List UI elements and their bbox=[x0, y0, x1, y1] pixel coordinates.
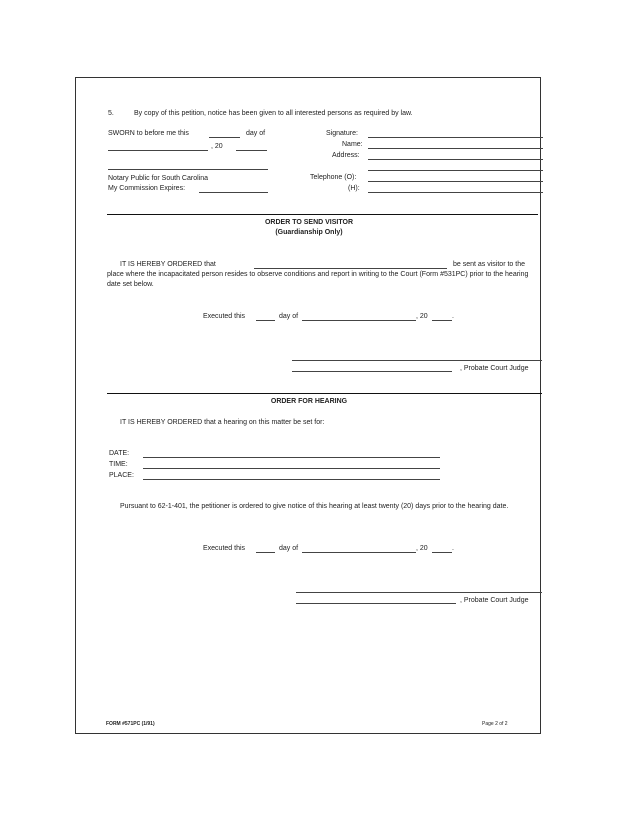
hearing-divider bbox=[107, 393, 542, 394]
visitor-period: . bbox=[452, 313, 454, 320]
sworn-year-line[interactable] bbox=[236, 150, 267, 151]
signature-label: Signature: bbox=[326, 130, 358, 137]
telephone-h-label: (H): bbox=[348, 185, 360, 192]
hearing-judge-signature-line[interactable] bbox=[296, 603, 456, 604]
telephone-o-label: Telephone (O): bbox=[310, 174, 357, 181]
page-number: Page 2 of 2 bbox=[482, 721, 508, 727]
sworn-prefix: SWORN to before me this bbox=[108, 130, 189, 137]
visitor-executed-this: Executed this bbox=[203, 313, 246, 320]
item-5-text: By copy of this petition, notice has been given to all interested persons as required by law. bbox=[134, 110, 413, 117]
hearing-date-line[interactable] bbox=[143, 457, 440, 458]
visitor-executed-day-line[interactable] bbox=[256, 320, 275, 321]
sworn-month-line[interactable] bbox=[108, 150, 208, 151]
address-line-1[interactable] bbox=[368, 159, 543, 160]
hearing-judge-title: , Probate Court Judge bbox=[460, 597, 529, 604]
visitor-ordered-prefix: IT IS HEREBY ORDERED that bbox=[120, 261, 216, 268]
hearing-order-title: ORDER FOR HEARING bbox=[270, 398, 348, 405]
visitor-executed-month-line[interactable] bbox=[302, 320, 416, 321]
visitor-judge-title: , Probate Court Judge bbox=[460, 365, 529, 372]
name-line[interactable] bbox=[368, 148, 543, 149]
address-line-2[interactable] bbox=[368, 170, 543, 171]
sworn-day-of: day of bbox=[246, 130, 266, 137]
visitor-name-line[interactable] bbox=[254, 268, 447, 269]
visitor-ordered-suffix: be sent as visitor to the bbox=[453, 261, 525, 268]
notary-title: Notary Public for South Carolina bbox=[108, 175, 208, 182]
form-id: FORM #571PC (1/91) bbox=[106, 721, 155, 727]
name-label: Name: bbox=[342, 141, 363, 148]
hearing-place-label: PLACE: bbox=[109, 472, 134, 479]
visitor-executed-year-line[interactable] bbox=[432, 320, 452, 321]
hearing-period: . bbox=[452, 545, 454, 552]
commission-label: My Commission Expires: bbox=[108, 185, 186, 192]
hearing-executed-day-line[interactable] bbox=[256, 552, 275, 553]
hearing-judge-line-upper[interactable] bbox=[296, 592, 542, 593]
hearing-executed-month-line[interactable] bbox=[302, 552, 416, 553]
visitor-order-body: place where the incapacitated person resides to observe conditions and report in writing to the Court (Form #531PC) prior to the hearing date set below. bbox=[107, 271, 529, 288]
hearing-day-of: day of bbox=[279, 545, 299, 552]
hearing-year-prefix: , 20 bbox=[416, 545, 428, 552]
sworn-day-line[interactable] bbox=[209, 137, 240, 138]
address-label: Address: bbox=[332, 152, 360, 159]
hearing-place-line[interactable] bbox=[143, 479, 440, 480]
visitor-judge-line-upper[interactable] bbox=[292, 360, 542, 361]
hearing-ordered-text: IT IS HEREBY ORDERED that a hearing on this matter be set for: bbox=[120, 419, 325, 426]
form-page bbox=[75, 77, 541, 734]
hearing-date-label: DATE: bbox=[109, 450, 130, 457]
hearing-executed-year-line[interactable] bbox=[432, 552, 452, 553]
hearing-time-label: TIME: bbox=[109, 461, 128, 468]
sworn-year-prefix: , 20 bbox=[211, 143, 223, 150]
hearing-executed-this: Executed this bbox=[203, 545, 246, 552]
visitor-year-prefix: , 20 bbox=[416, 313, 428, 320]
visitor-order-subtitle: (Guardianship Only) bbox=[275, 229, 343, 236]
section-divider bbox=[107, 214, 538, 215]
commission-expires-line[interactable] bbox=[199, 192, 268, 193]
visitor-day-of: day of bbox=[279, 313, 299, 320]
signature-line[interactable] bbox=[368, 137, 543, 138]
item-5-number: 5. bbox=[108, 110, 114, 117]
hearing-time-line[interactable] bbox=[143, 468, 440, 469]
telephone-h-line[interactable] bbox=[368, 192, 543, 193]
visitor-order-title: ORDER TO SEND VISITOR bbox=[264, 219, 354, 226]
visitor-judge-signature-line[interactable] bbox=[292, 371, 452, 372]
notary-signature-line[interactable] bbox=[108, 169, 268, 170]
telephone-o-line[interactable] bbox=[368, 181, 543, 182]
hearing-notice-text: Pursuant to 62-1-401, the petitioner is ordered to give notice of this hearing at least twenty (20) days prior to the hearing date. bbox=[120, 503, 509, 510]
